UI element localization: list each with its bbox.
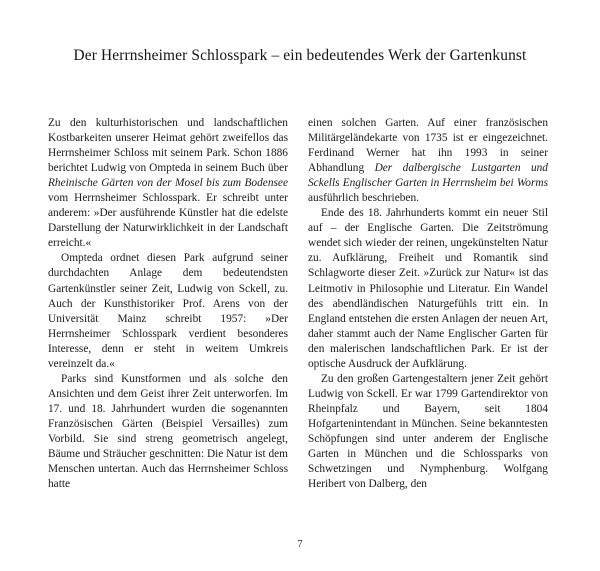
- body-text-run: Parks sind Kunstformen und als solche den Ansichten und dem Geist ihrer Zeit unterworfen. Im 17. und 18. Jahrhundert wurden die sogenannten Französischen Gärten (Beispiel Versailles) zum Vorbild. Sie sind streng geometrisch angelegt, Bäume und Sträucher geschnitten: Die Natur ist dem Menschen untertan. Auch das Herrnsheimer Schloss hatte: [48, 372, 288, 491]
- body-text-run: Zu den kulturhistorischen und landschaftlichen Kostbarkeiten unserer Heimat gehört zweifellos das Herrnsheimer Schloss mit seinem Park. Schon 1886 berichtet Ludwig von Ompteda in seinem Buch über: [48, 117, 288, 175]
- body-text-run: einen solchen Garten. Auf einer französischen Militärgeländekarte von 1735 ist er eingezeichnet. Ferdinand Werner hat ihn 1993 in seiner Abhandlung: [308, 117, 548, 175]
- body-text-run: vom Herrnsheimer Schlosspark. Er schreibt unter anderem: »Der ausführende Künstler hat die edelste Darstellung der Naturwirklichkeit in der Landschaft erreicht.«: [48, 192, 288, 250]
- page-number: 7: [297, 539, 303, 550]
- italic-work-title: Der dalbergische Lustgarten und Sckells Englischer Garten in Herrnsheim bei Worms: [308, 162, 548, 190]
- paragraph: [308, 206, 548, 372]
- body-text-run: Zu den großen Gartengestaltern jener Zeit gehört Ludwig von Sckell. Er war 1799 Gartendirektor von Rheinpfalz und Bayern, seit 1804 Hofgartenintendant in München. Seine bekanntesten Schöpfungen sind unter anderem der Englische Garten in München und die Schlossparks von Schwetzingen und Nymphenburg. Wolfgang Heribert von Dalberg, den: [308, 372, 548, 491]
- paragraph: [48, 372, 288, 492]
- paragraph: [48, 251, 288, 371]
- italic-work-title: Rheinische Gärten von der Mosel bis zum Bodensee: [48, 177, 288, 190]
- paragraph: [308, 116, 548, 206]
- right-column: [308, 116, 548, 492]
- left-column: [48, 116, 288, 492]
- body-text-run: Ompteda ordnet diesen Park aufgrund seiner durchdachten Anlage dem bedeutendsten Gartenkünstler seiner Zeit, Ludwig von Sckell, zu. Auch der Kunsthistoriker Prof. Arens von der Universität Mainz schreibt 1957: »Der Herrnsheimer Schlosspark verdient besonderes Interesse, denn er steht in weitem Umkreis vereinzelt da.«: [48, 252, 288, 370]
- text-body: [48, 116, 548, 492]
- body-text-run: ausführlich beschrieben.: [308, 192, 419, 205]
- paragraph: [308, 372, 548, 492]
- paragraph: [48, 116, 288, 251]
- page-title: Der Herrnsheimer Schlosspark – ein bedeutendes Werk der Gartenkunst: [73, 47, 527, 65]
- body-text-run: Ende des 18. Jahrhunderts kommt ein neuer Stil auf – der Englische Garten. Die Zeitströmung wendet sich wieder der reinen, ungekünstelten Natur zu. Aufklärung, Freiheit und Romantik sind Schlagworte dieser Zeit. »Zurück zur Natur« ist das Leitmotiv in Philosophie und Literatur. Ein Wandel des abendländischen Naturgefühls tritt ein. In England entstehen die ersten Anlagen der neuen Art, daher stammt auch der Name Englischer Garten für den malerischen landschaftlichen Park. Er ist der optische Ausdruck der Aufklärung.: [308, 207, 548, 370]
